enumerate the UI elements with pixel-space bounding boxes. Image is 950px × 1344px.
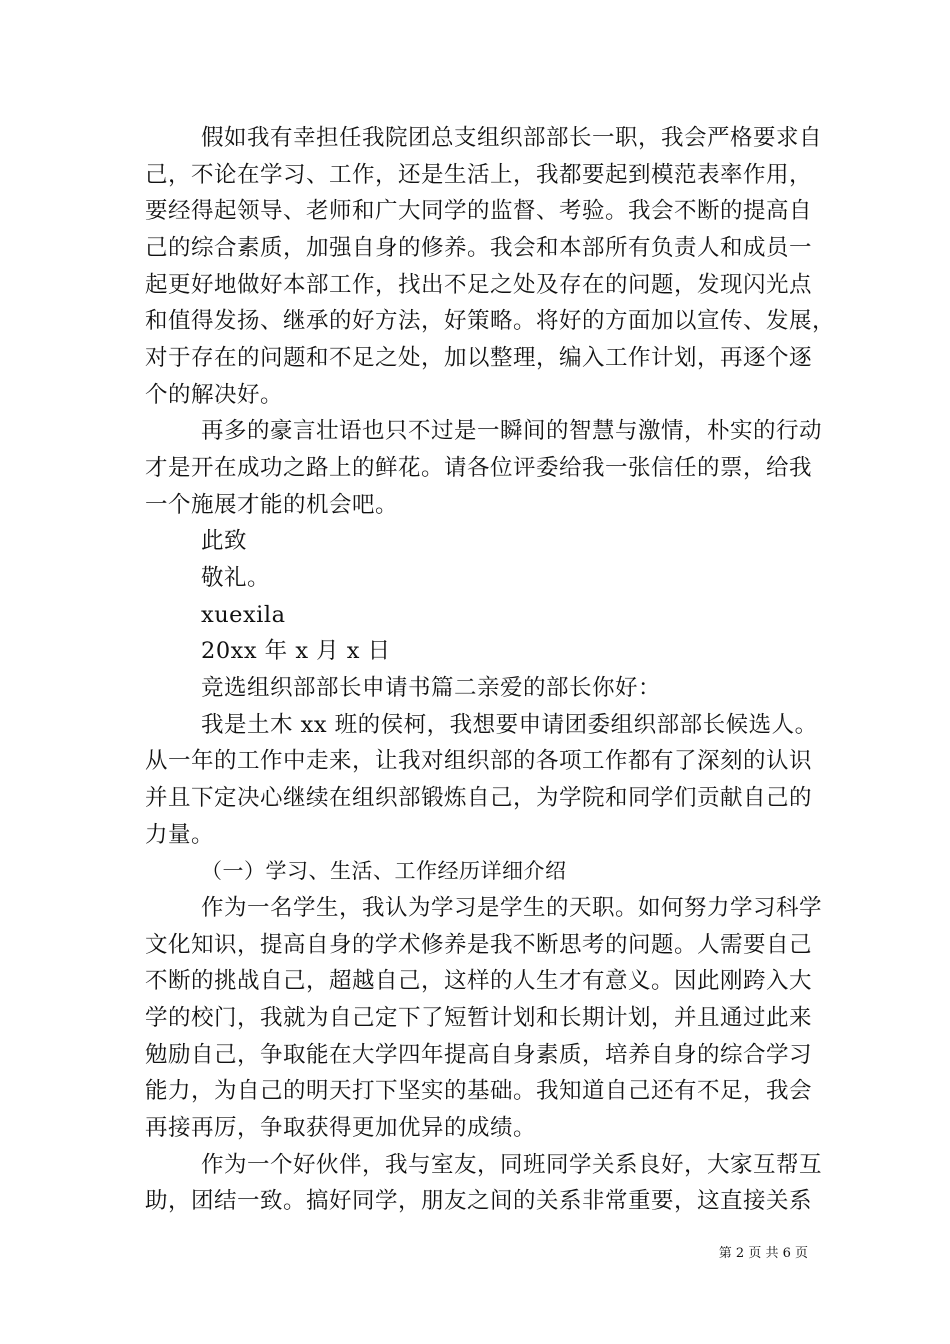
closing-line: 此致: [201, 528, 248, 554]
paragraph-line: 文化知识，提高自身的学术修养是我不断思考的问题。人需要自己: [145, 932, 813, 958]
paragraph-line: 不断的挑战自己，超越自己，这样的人生才有意义。因此刚跨入大: [145, 968, 813, 994]
paragraph-line: 己，不论在学习、工作，还是生活上，我都要起到模范表率作用，: [145, 162, 813, 188]
paragraph-line: 要经得起领导、老师和广大同学的监督、考验。我会不断的提高自: [145, 198, 813, 224]
page-number: 第 2 页 共 6 页: [718, 1246, 808, 1261]
paragraph-line: 才是开在成功之路上的鲜花。请各位评委给我一张信任的票，给我: [145, 455, 813, 481]
paragraph-line: 并且下定决心继续在组织部锻炼自己，为学院和同学们贡献自己的: [145, 785, 813, 811]
paragraph-line: 己的综合素质，加强自身的修养。我会和本部所有负责人和成员一: [145, 235, 813, 261]
section-title: 竞选组织部部长申请书篇二亲爱的部长你好：: [201, 675, 662, 701]
paragraph-line: 能力，为自己的明天打下坚实的基础。我知道自己还有不足，我会: [145, 1078, 813, 1104]
paragraph-line: 作为一名学生，我认为学习是学生的天职。如何努力学习科学: [201, 895, 823, 921]
paragraph-line: 再接再厉，争取获得更加优异的成绩。: [145, 1115, 537, 1141]
paragraph-line: 作为一个好伙伴，我与室友，同班同学关系良好，大家互帮互: [201, 1152, 823, 1178]
paragraph-line: 假如我有幸担任我院团总支组织部部长一职，我会严格要求自: [201, 125, 823, 151]
closing-line: 敬礼。: [201, 565, 271, 591]
paragraph-line: 一个施展才能的机会吧。: [145, 492, 399, 518]
paragraph-line: 我是土木 xx 班的侯柯，我想要申请团委组织部部长候选人。: [201, 712, 818, 738]
date-line: 20xx 年 x 月 x 日: [201, 638, 391, 664]
paragraph-line: 个的解决好。: [145, 382, 284, 408]
paragraph-line: 勉励自己，争取能在大学四年提高自身素质，培养自身的综合学习: [145, 1042, 813, 1068]
paragraph-line: 力量。: [145, 822, 215, 848]
paragraph-line: 和值得发扬、继承的好方法，好策略。将好的方面加以宣传、发展，: [145, 308, 836, 334]
paragraph-line: 助，团结一致。搞好同学，朋友之间的关系非常重要，这直接关系: [145, 1188, 813, 1214]
paragraph-line: 学的校门，我就为自己定下了短暂计划和长期计划，并且通过此来: [145, 1005, 813, 1031]
signature-line: xuexila: [201, 602, 286, 628]
subheading: （一）学习、生活、工作经历详细介绍: [201, 859, 567, 883]
paragraph-line: 起更好地做好本部工作，找出不足之处及存在的问题，发现闪光点: [145, 272, 813, 298]
paragraph-line: 从一年的工作中走来，让我对组织部的各项工作都有了深刻的认识: [145, 748, 813, 774]
paragraph-line: 再多的豪言壮语也只不过是一瞬间的智慧与激情，朴实的行动: [201, 418, 823, 444]
paragraph-line: 对于存在的问题和不足之处，加以整理，编入工作计划，再逐个逐: [145, 345, 813, 371]
